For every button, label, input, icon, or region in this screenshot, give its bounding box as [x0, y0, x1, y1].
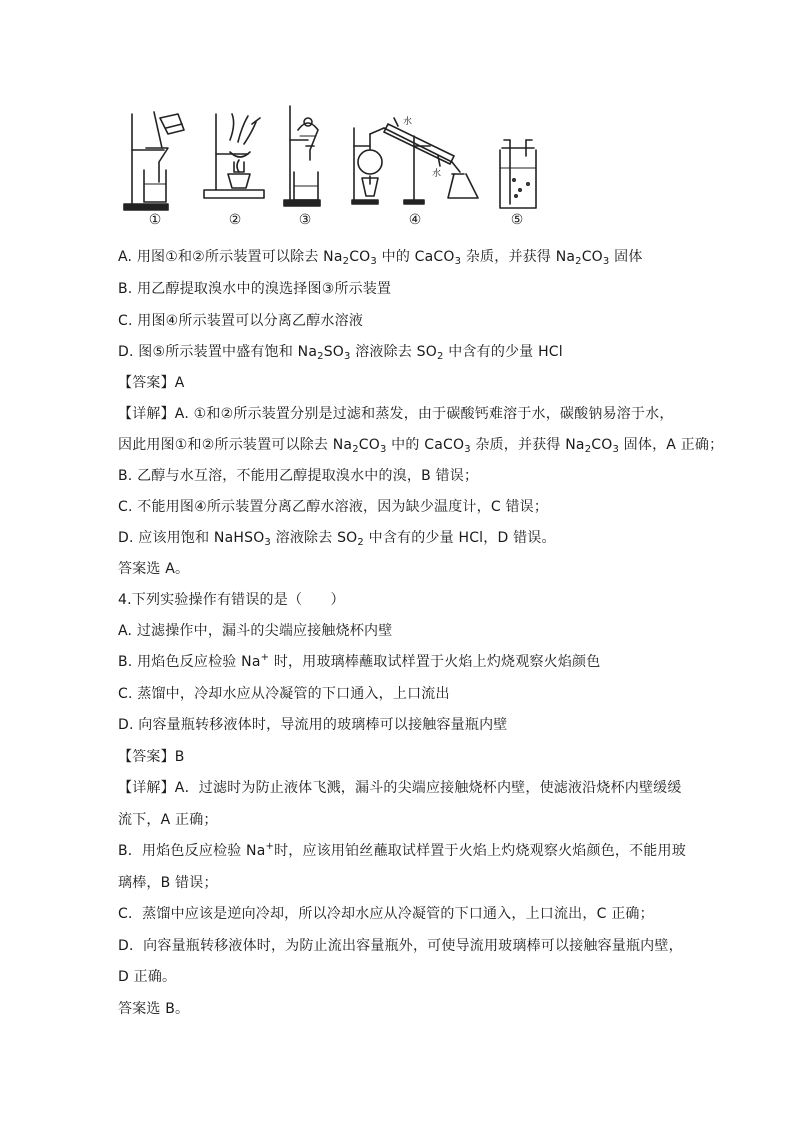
figure-label-5: ⑤ — [510, 212, 524, 228]
q4-explain-line-2: 流下，A 正确； — [118, 812, 218, 828]
q4-explain-line-4: 璃棒，B 错误； — [118, 875, 218, 891]
q4-explain-line-3: B．用焰色反应检验 Na+时，应该用铂丝蘸取试样置于火焰上灼烧观察火焰颜色，不能用玻 — [118, 841, 686, 859]
q3-explain-line-4: C. 不能用图④所示装置分离乙醇水溶液，因为缺少温度计，C 错误； — [118, 499, 549, 515]
q4-explain-line-6: D．向容量瓶转移液体时，为防止流出容量瓶外，可使导流用玻璃棒可以接触容量瓶内壁， — [118, 938, 683, 954]
apparatus-drawing — [118, 100, 558, 235]
q3-explain-line-5: D. 应该用饱和 NaHSO$_3$ 溶液除去 $SO_2$ 中含有的少量 HCl，D 错误。 — [118, 530, 556, 548]
q3-option-a: A. 用图①和②所示装置可以除去 $Na_2CO_3$ 中的 CaCO$_3$ 杂质，并获得 $Na_2CO_3$ 固体 — [118, 249, 643, 267]
q4-answer: 【答案】B — [118, 749, 185, 765]
q3-option-d: D. 图⑤所示装置中盛有饱和 $Na_2SO_3$ 溶液除去 $SO_2$ 中含有的少量 HCl — [118, 344, 563, 362]
evaporation-apparatus — [204, 114, 264, 198]
q3-option-c: C. 用图④所示装置可以分离乙醇水溶液 — [118, 313, 364, 329]
distillation-apparatus — [352, 118, 478, 204]
q4-option-c: C. 蒸馏中，冷却水应从冷凝管的下口通入，上口流出 — [118, 686, 450, 702]
figure-label-2: ② — [228, 212, 242, 228]
q3-option-b: B. 用乙醇提取溴水中的溴选择图③所示装置 — [118, 281, 392, 297]
q4-stem: 4.下列实验操作有错误的是（ ） — [118, 592, 345, 608]
apparatus-figure — [118, 100, 558, 235]
q4-explain-line-7: D 正确。 — [118, 969, 177, 985]
figure-label-1: ① — [148, 212, 162, 228]
q3-explain-line-3: B. 乙醇与水互溶，不能用乙醇提取溴水中的溴，B 错误； — [118, 468, 479, 484]
q3-explain-line-1: 【详解】A. ①和②所示装置分别是过滤和蒸发，由于碳酸钙难溶于水，碳酸钠易溶于水， — [118, 406, 674, 422]
q4-option-d: D. 向容量瓶转移液体时，导流用的玻璃棒可以接触容量瓶内壁 — [118, 717, 508, 733]
q3-explain-line-2: 因此用图①和②所示装置可以除去 $Na_2CO_3$ 中的 CaCO$_3$ 杂质，并获得 $Na_2CO_3$ 固体，A 正确； — [118, 437, 724, 455]
q4-option-a: A. 过滤操作中，漏斗的尖端应接触烧杯内壁 — [118, 623, 393, 639]
q4-conclusion: 答案选 B。 — [118, 1001, 190, 1017]
water-label-in: 水 — [403, 117, 413, 127]
water-label-out: 水 — [432, 169, 442, 179]
filtration-apparatus — [124, 112, 184, 210]
separatory-funnel-apparatus — [284, 106, 320, 206]
q3-conclusion: 答案选 A。 — [118, 561, 190, 577]
q4-explain-line-1: 【详解】A．过滤时为防止液体飞溅，漏斗的尖端应接触烧杯内壁，使滤液沿烧杯内壁缓缓 — [118, 780, 682, 796]
gas-washing-bottle — [500, 140, 536, 208]
figure-label-3: ③ — [298, 212, 312, 228]
q4-option-b: B. 用焰色反应检验 Na+ 时，用玻璃棒蘸取试样置于火焰上灼烧观察火焰颜色 — [118, 652, 601, 670]
figure-label-4: ④ — [408, 212, 422, 228]
q4-explain-line-5: C．蒸馏中应该是逆向冷却，所以冷却水应从冷凝管的下口通入，上口流出，C 正确； — [118, 906, 654, 922]
q3-answer: 【答案】A — [118, 375, 185, 391]
